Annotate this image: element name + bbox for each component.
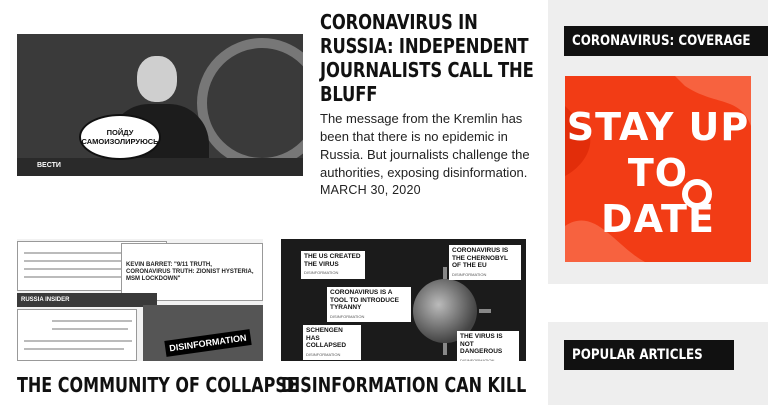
claim-stamp: DISINFORMATION (330, 313, 365, 319)
channel-logo: ВЕСТИ (37, 162, 61, 169)
featured-article-date: MARCH 30, 2020 (320, 183, 421, 197)
virus-spike (479, 309, 491, 313)
claim-stamp: DISINFORMATION (452, 271, 487, 277)
article-card-title[interactable]: DISINFORMATION CAN KILL (281, 373, 527, 397)
article-card-title[interactable]: THE COMMUNITY OF COLLAPSE (17, 373, 298, 397)
studio-backdrop (197, 38, 303, 168)
claim-note (327, 287, 411, 322)
news-clipping (17, 309, 137, 361)
claim-text: SCHENGEN HAS COLLAPSED (306, 327, 347, 349)
claim-note (303, 325, 361, 360)
claim-stamp: DISINFORMATION (306, 351, 341, 357)
stay-up-to-date-banner[interactable] (565, 76, 751, 262)
claim-text: CORONAVIRUS IS A TOOL TO INTRODUCE TYRANNY (330, 289, 399, 311)
claim-text: CORONAVIRUS IS THE CHERNOBYL OF THE EU (452, 247, 509, 269)
news-anchor (137, 56, 177, 102)
coverage-heading-text: CORONAVIRUS: COVERAGE (572, 33, 751, 49)
featured-article-title[interactable]: CORONAVIRUS IN RUSSIA: INDEPENDENT JOURNALISTS CALL THE BLUFF (320, 10, 534, 106)
popular-articles-heading (564, 340, 734, 370)
text-line (52, 320, 132, 322)
text-line (24, 276, 134, 278)
virus-spike (443, 343, 447, 355)
banner-text: STAY UP TO DATE (566, 105, 750, 241)
article-card-image[interactable] (281, 239, 526, 361)
text-line (52, 328, 128, 330)
featured-article-image[interactable] (17, 34, 303, 176)
speech-bubble: ПОЙДУ САМОИЗОЛИРУЮСЬ (79, 114, 161, 160)
claim-note (301, 251, 365, 279)
publication-name: RUSSIA INSIDER (21, 297, 70, 303)
popular-articles-heading-text: POPULAR ARTICLES (572, 347, 703, 363)
text-line (24, 340, 132, 342)
clipping-headline: KEVIN BARRET: "9/11 TRUTH, CORONAVIRUS TRUTH: ZIONIST HYSTERIA, MSM LOCKDOWN" (126, 262, 254, 282)
text-line (24, 348, 124, 350)
claim-note (449, 245, 521, 280)
sidebar-gap (548, 284, 768, 322)
claim-note (457, 331, 519, 361)
claim-text: THE VIRUS IS NOT DANGEROUS (460, 333, 503, 355)
featured-article-excerpt: The message from the Kremlin has been that there is no epidemic in Russia. But journalists challenge the authorities, exposing disinformation. (320, 111, 530, 180)
claim-stamp: DISINFORMATION (304, 270, 339, 275)
claim-text: THE US CREATED THE VIRUS (304, 253, 361, 268)
virus-spike (443, 267, 447, 279)
article-card-image[interactable] (17, 239, 263, 361)
coverage-heading (564, 26, 768, 56)
publication-bar (17, 293, 157, 307)
claim-stamp: DISINFORMATION (460, 357, 495, 361)
disinformation-stamp: DISINFORMATION (164, 329, 251, 357)
